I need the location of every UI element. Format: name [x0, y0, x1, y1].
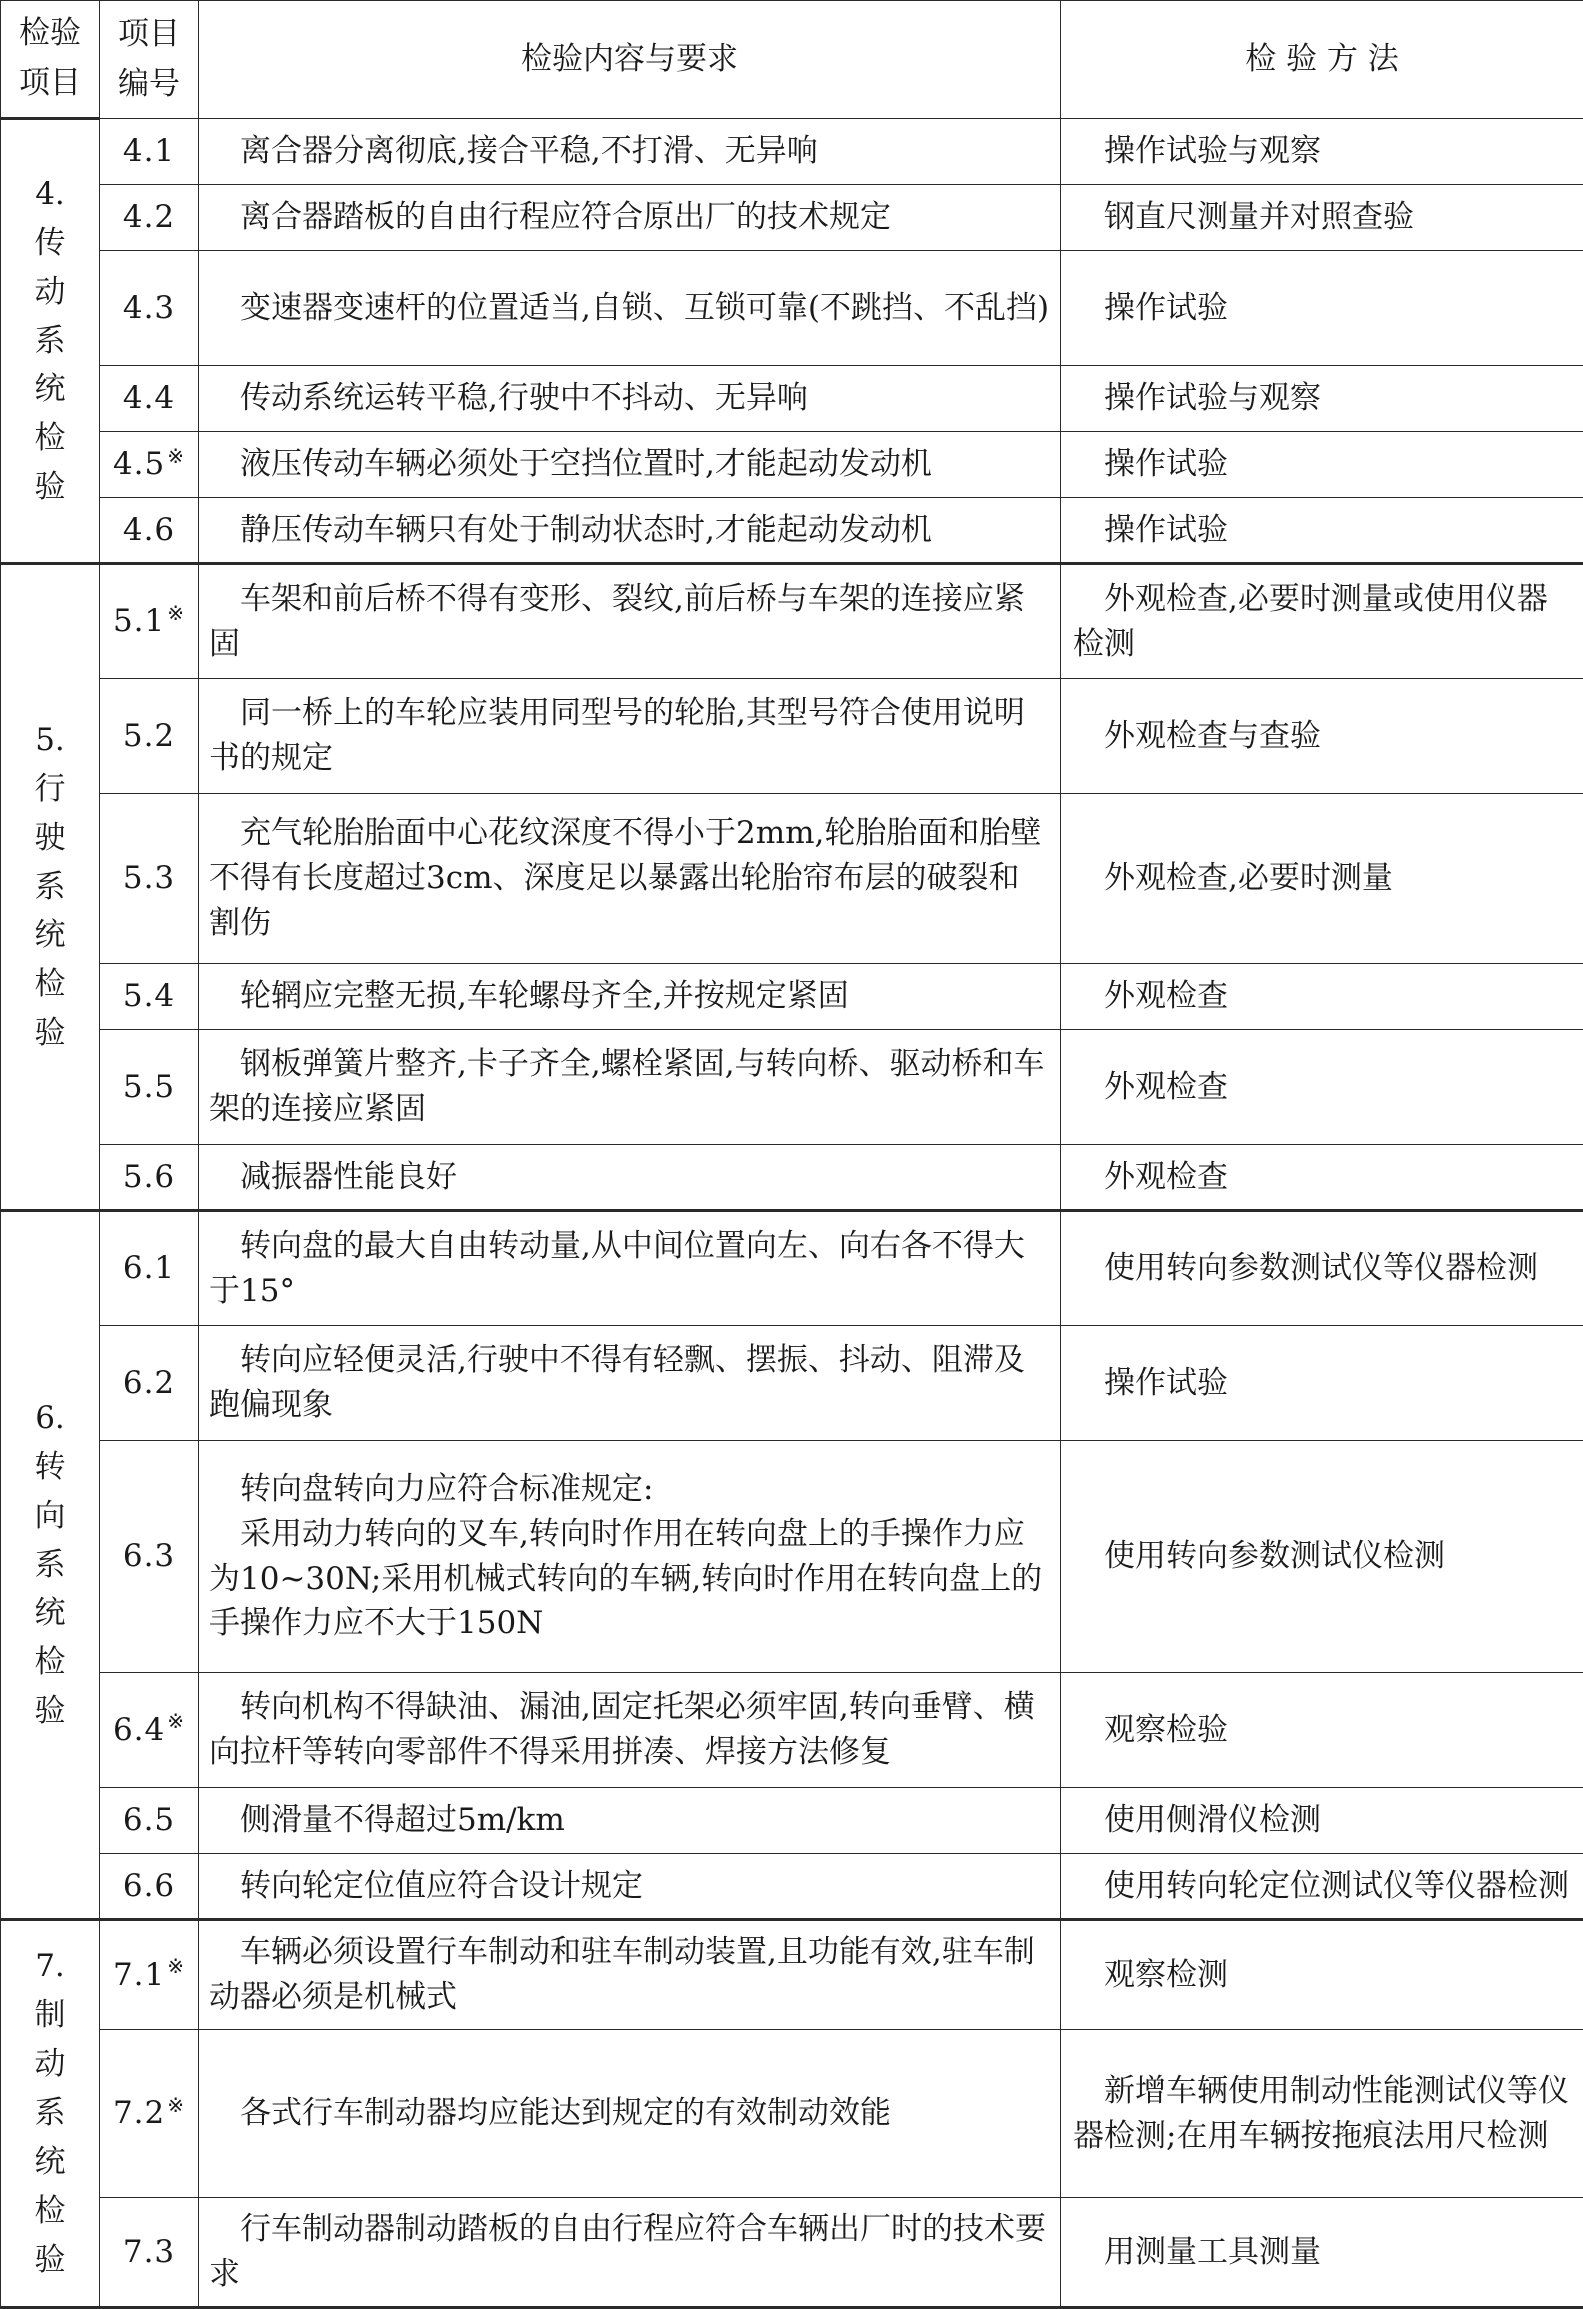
table-row	[1, 185, 1583, 251]
table-row	[1, 679, 1583, 794]
requirement-text: 同一桥上的车轮应装用同型号的轮胎,其型号符合使用说明书的规定	[209, 691, 1050, 781]
item-code: 6.2	[123, 1365, 175, 1401]
table-row	[1, 1145, 1583, 1211]
requirement-cell	[199, 1145, 1061, 1211]
requirement-text: 转向应轻便灵活,行驶中不得有轻飘、摆振、抖动、阻滞及跑偏现象	[209, 1338, 1050, 1428]
item-code: 5.6	[123, 1159, 175, 1195]
method-cell	[1061, 2030, 1583, 2198]
item-code-cell	[100, 1145, 199, 1211]
requirement-cell	[199, 1673, 1061, 1788]
method-cell	[1061, 1920, 1583, 2030]
category-cell	[1, 1920, 100, 2308]
method-text: 外观检查	[1073, 1065, 1573, 1110]
requirement-cell	[199, 119, 1061, 185]
method-cell	[1061, 185, 1583, 251]
method-text: 操作试验与观察	[1073, 129, 1573, 174]
requirement-text: 充气轮胎胎面中心花纹深度不得小于2mm,轮胎胎面和胎壁不得有长度超过3cm、深度足以暴露出轮胎帘布层的破裂和割伤	[209, 811, 1050, 946]
key-item-mark: ※	[167, 1709, 185, 1733]
item-code-cell	[100, 1920, 199, 2030]
table-row	[1, 1673, 1583, 1788]
item-code-cell	[100, 964, 199, 1030]
requirement-text: 传动系统运转平稳,行驶中不抖动、无异响	[209, 376, 1050, 421]
method-cell	[1061, 1788, 1583, 1854]
item-code-cell	[100, 251, 199, 366]
requirement-text: 各式行车制动器均应能达到规定的有效制动效能	[209, 2091, 1050, 2136]
item-code: 4.3	[123, 290, 175, 326]
method-text: 操作试验	[1073, 1361, 1573, 1406]
method-cell	[1061, 1673, 1583, 1788]
method-cell	[1061, 119, 1583, 185]
requirement-cell	[199, 432, 1061, 498]
header-code: 项目编号	[100, 1, 199, 119]
method-text: 外观检查,必要时测量	[1073, 856, 1573, 901]
table-row	[1, 1441, 1583, 1673]
method-text: 外观检查,必要时测量或使用仪器检测	[1073, 577, 1573, 667]
requirement-cell	[199, 964, 1061, 1030]
method-cell	[1061, 1326, 1583, 1441]
item-code: 5.1	[113, 603, 165, 639]
requirement-cell	[199, 366, 1061, 432]
item-code: 6.4	[113, 1712, 165, 1748]
item-code: 6.3	[123, 1538, 175, 1574]
item-code-cell	[100, 1854, 199, 1920]
key-item-mark: ※	[167, 1954, 185, 1978]
method-text: 外观检查	[1073, 974, 1573, 1019]
requirement-text: 车辆必须设置行车制动和驻车制动装置,且功能有效,驻车制动器必须是机械式	[209, 1930, 1050, 2020]
requirement-text: 离合器分离彻底,接合平稳,不打滑、无异响	[209, 129, 1050, 174]
item-code-cell	[100, 564, 199, 679]
requirement-cell	[199, 564, 1061, 679]
item-code: 5.2	[123, 718, 175, 754]
item-code-cell	[100, 185, 199, 251]
method-cell	[1061, 964, 1583, 1030]
table-row	[1, 1788, 1583, 1854]
requirement-cell	[199, 1441, 1061, 1673]
item-code-cell	[100, 1441, 199, 1673]
table-row	[1, 794, 1583, 964]
table-row	[1, 1211, 1583, 1326]
method-text: 观察检测	[1073, 1953, 1573, 1998]
requirement-text: 静压传动车辆只有处于制动状态时,才能起动发动机	[209, 508, 1050, 553]
method-text: 使用转向参数测试仪检测	[1073, 1534, 1573, 1579]
requirement-cell	[199, 1326, 1061, 1441]
item-code-cell	[100, 679, 199, 794]
requirement-text: 轮辋应完整无损,车轮螺母齐全,并按规定紧固	[209, 974, 1050, 1019]
category-label: 5.行驶系统检验	[33, 716, 67, 1059]
requirement-text: 转向机构不得缺油、漏油,固定托架必须牢固,转向垂臂、横向拉杆等转向零部件不得采用拼凑、焊接方法修复	[209, 1685, 1050, 1775]
method-cell	[1061, 1854, 1583, 1920]
table-row	[1, 366, 1583, 432]
method-cell	[1061, 498, 1583, 564]
requirement-text: 变速器变速杆的位置适当,自锁、互锁可靠(不跳挡、不乱挡)	[209, 286, 1050, 331]
item-code-cell	[100, 1211, 199, 1326]
item-code-cell	[100, 2198, 199, 2308]
item-code: 4.4	[123, 380, 175, 416]
category-label: 4.传动系统检验	[33, 170, 67, 513]
item-code-cell	[100, 1673, 199, 1788]
header-method: 检 验 方 法	[1061, 1, 1583, 119]
table-row	[1, 119, 1583, 185]
item-code-cell	[100, 432, 199, 498]
method-cell	[1061, 1030, 1583, 1145]
category-label: 6.转向系统检验	[33, 1394, 67, 1737]
item-code-cell	[100, 1326, 199, 1441]
requirement-cell	[199, 2198, 1061, 2308]
method-text: 外观检查	[1073, 1155, 1573, 1200]
table-row	[1, 251, 1583, 366]
requirement-cell	[199, 185, 1061, 251]
category-cell	[1, 119, 100, 564]
item-code: 4.2	[123, 199, 175, 235]
method-cell	[1061, 1211, 1583, 1326]
method-cell	[1061, 679, 1583, 794]
key-item-mark: ※	[167, 2093, 185, 2117]
method-text: 操作试验	[1073, 442, 1573, 487]
table-body	[1, 119, 1583, 2308]
requirement-cell	[199, 1788, 1061, 1854]
requirement-cell	[199, 1920, 1061, 2030]
header-requirement: 检验内容与要求	[199, 1, 1061, 119]
method-cell	[1061, 1441, 1583, 1673]
item-code: 5.5	[123, 1069, 175, 1105]
item-code: 5.4	[123, 978, 175, 1014]
method-text: 观察检验	[1073, 1708, 1573, 1753]
requirement-cell	[199, 498, 1061, 564]
table-row	[1, 1326, 1583, 1441]
requirement-text: 钢板弹簧片整齐,卡子齐全,螺栓紧固,与转向桥、驱动桥和车架的连接应紧固	[209, 1042, 1050, 1132]
requirement-cell	[199, 794, 1061, 964]
category-cell	[1, 564, 100, 1211]
method-text: 操作试验	[1073, 286, 1573, 331]
table-header-row	[1, 1, 1583, 119]
method-cell	[1061, 432, 1583, 498]
requirement-text: 液压传动车辆必须处于空挡位置时,才能起动发动机	[209, 442, 1050, 487]
table-row	[1, 2198, 1583, 2308]
table-row	[1, 1030, 1583, 1145]
method-text: 使用转向轮定位测试仪等仪器检测	[1073, 1864, 1573, 1909]
item-code: 4.1	[123, 133, 175, 169]
table-row	[1, 2030, 1583, 2198]
method-text: 用测量工具测量	[1073, 2230, 1573, 2275]
item-code: 7.2	[113, 2095, 165, 2131]
method-cell	[1061, 2198, 1583, 2308]
item-code: 7.3	[123, 2234, 175, 2270]
table-row	[1, 1920, 1583, 2030]
requirement-text: 转向盘转向力应符合标准规定:	[209, 1467, 1050, 1512]
item-code: 6.5	[123, 1802, 175, 1838]
method-cell	[1061, 794, 1583, 964]
table-row	[1, 564, 1583, 679]
item-code: 5.3	[123, 860, 175, 896]
item-code-cell	[100, 794, 199, 964]
method-cell	[1061, 1145, 1583, 1211]
requirement-cell	[199, 1211, 1061, 1326]
item-code-cell	[100, 119, 199, 185]
method-text: 使用转向参数测试仪等仪器检测	[1073, 1246, 1573, 1291]
method-text: 操作试验与观察	[1073, 376, 1573, 421]
table-row	[1, 498, 1583, 564]
requirement-text: 侧滑量不得超过5m/km	[209, 1798, 1050, 1843]
item-code: 4.5	[113, 446, 165, 482]
table-row	[1, 432, 1583, 498]
item-code: 6.1	[123, 1250, 175, 1286]
method-text: 使用侧滑仪检测	[1073, 1798, 1573, 1843]
requirement-cell	[199, 2030, 1061, 2198]
method-text: 操作试验	[1073, 508, 1573, 553]
item-code: 4.6	[123, 512, 175, 548]
key-item-mark: ※	[167, 444, 185, 468]
item-code-cell	[100, 1030, 199, 1145]
table-row	[1, 964, 1583, 1030]
requirement-text: 减振器性能良好	[209, 1155, 1050, 1200]
item-code: 7.1	[113, 1957, 165, 1993]
method-text: 外观检查与查验	[1073, 714, 1573, 759]
requirement-text: 转向轮定位值应符合设计规定	[209, 1864, 1050, 1909]
item-code-cell	[100, 366, 199, 432]
key-item-mark: ※	[167, 601, 185, 625]
method-cell	[1061, 564, 1583, 679]
requirement-text: 行车制动器制动踏板的自由行程应符合车辆出厂时的技术要求	[209, 2207, 1050, 2297]
item-code-cell	[100, 2030, 199, 2198]
category-label: 7.制动系统检验	[33, 1942, 67, 2285]
method-cell	[1061, 251, 1583, 366]
requirement-cell	[199, 1854, 1061, 1920]
item-code: 6.6	[123, 1868, 175, 1904]
requirement-cell	[199, 1030, 1061, 1145]
item-code-cell	[100, 1788, 199, 1854]
method-cell	[1061, 366, 1583, 432]
method-text: 新增车辆使用制动性能测试仪等仪器检测;在用车辆按拖痕法用尺检测	[1073, 2069, 1573, 2159]
table-row	[1, 1854, 1583, 1920]
method-text: 钢直尺测量并对照查验	[1073, 195, 1573, 240]
requirement-cell	[199, 679, 1061, 794]
item-code-cell	[100, 498, 199, 564]
category-cell	[1, 1211, 100, 1920]
requirement-text: 离合器踏板的自由行程应符合原出厂的技术规定	[209, 195, 1050, 240]
requirement-text: 车架和前后桥不得有变形、裂纹,前后桥与车架的连接应紧固	[209, 577, 1050, 667]
header-category: 检验项目	[1, 1, 100, 119]
requirement-text: 转向盘的最大自由转动量,从中间位置向左、向右各不得大于15°	[209, 1224, 1050, 1314]
requirement-text: 采用动力转向的叉车,转向时作用在转向盘上的手操作力应为10~30N;采用机械式转向的车辆,转向时作用在转向盘上的手操作力应不大于150N	[209, 1512, 1050, 1647]
requirement-cell	[199, 251, 1061, 366]
